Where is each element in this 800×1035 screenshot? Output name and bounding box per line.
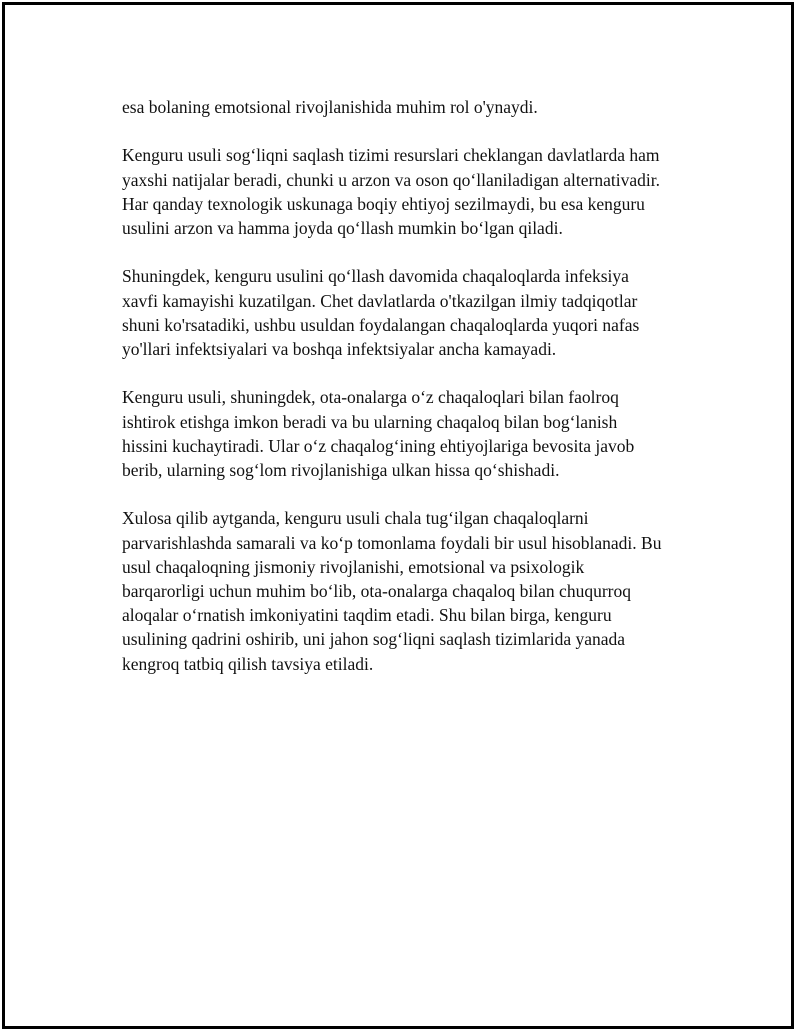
- paragraph-5: [122, 506, 702, 675]
- paragraph-1: [122, 95, 702, 119]
- document-body: [122, 95, 702, 700]
- page-frame: [2, 2, 794, 1029]
- paragraph-3: [122, 264, 702, 361]
- text-line: barqarorligi uchun muhim bo‘lib, ota-onalarga chaqaloq bilan chuqurroq: [122, 581, 631, 601]
- text-line: esa bolaning emotsional rivojlanishida muhim rol o'ynaydi.: [122, 97, 538, 117]
- text-line: aloqalar o‘rnatish imkoniyatini taqdim etadi. Shu bilan birga, kenguru: [122, 605, 612, 626]
- text-line: usul chaqaloqning jismoniy rivojlanishi, emotsional va psixologik: [122, 556, 585, 577]
- text-line: yaxshi natijalar beradi, chunki u arzon va oson qo‘llaniladigan alternativadir.: [122, 169, 660, 190]
- text-line: yo'llari infektsiyalari va boshqa infektsiyalar ancha kamayadi.: [122, 339, 557, 359]
- text-line: usulini arzon va hamma joyda qo‘llash mumkin bo‘lgan qiladi.: [122, 218, 563, 238]
- text-line: hissini kuchaytiradi. Ular o‘z chaqalog‘ining ehtiyojlariga bevosita javob: [122, 435, 635, 456]
- text-line: Shuningdek, kenguru usulini qo‘llash davomida chaqaloqlarda infeksiya: [122, 266, 629, 287]
- paragraph-2: [122, 143, 702, 240]
- text-line: usulining qadrini oshirib, uni jahon sog‘liqni saqlash tizimlarida yanada: [122, 629, 626, 650]
- text-line: Har qanday texnologik uskunaga boqiy ehtiyoj sezilmaydi, bu esa kenguru: [122, 193, 645, 214]
- text-line: Xulosa qilib aytganda, kenguru usuli chala tug‘ilgan chaqaloqlarni: [122, 508, 589, 529]
- text-line: berib, ularning sog‘lom rivojlanishiga ulkan hissa qo‘shishadi.: [122, 460, 560, 480]
- text-line: Kenguru usuli sog‘liqni saqlash tizimi resurslari cheklangan davlatlarda ham: [122, 145, 660, 166]
- text-line: kengroq tatbiq qilish tavsiya etiladi.: [122, 653, 374, 674]
- text-line: parvarishlashda samarali va ko‘p tomonlama foydali bir usul hisoblanadi. Bu: [122, 532, 662, 553]
- text-line: Kenguru usuli, shuningdek, ota-onalarga o‘z chaqaloqlari bilan faolroq: [122, 387, 619, 408]
- text-line: xavfi kamayishi kuzatilgan. Chet davlatlarda o'tkazilgan ilmiy tadqiqotlar: [122, 290, 638, 311]
- text-line: shuni ko'rsatadiki, ushbu usuldan foydalangan chaqaloqlarda yuqori nafas: [122, 314, 640, 335]
- text-line: ishtirok etishga imkon beradi va bu ularning chaqaloq bilan bog‘lanish: [122, 411, 618, 432]
- paragraph-4: [122, 385, 702, 482]
